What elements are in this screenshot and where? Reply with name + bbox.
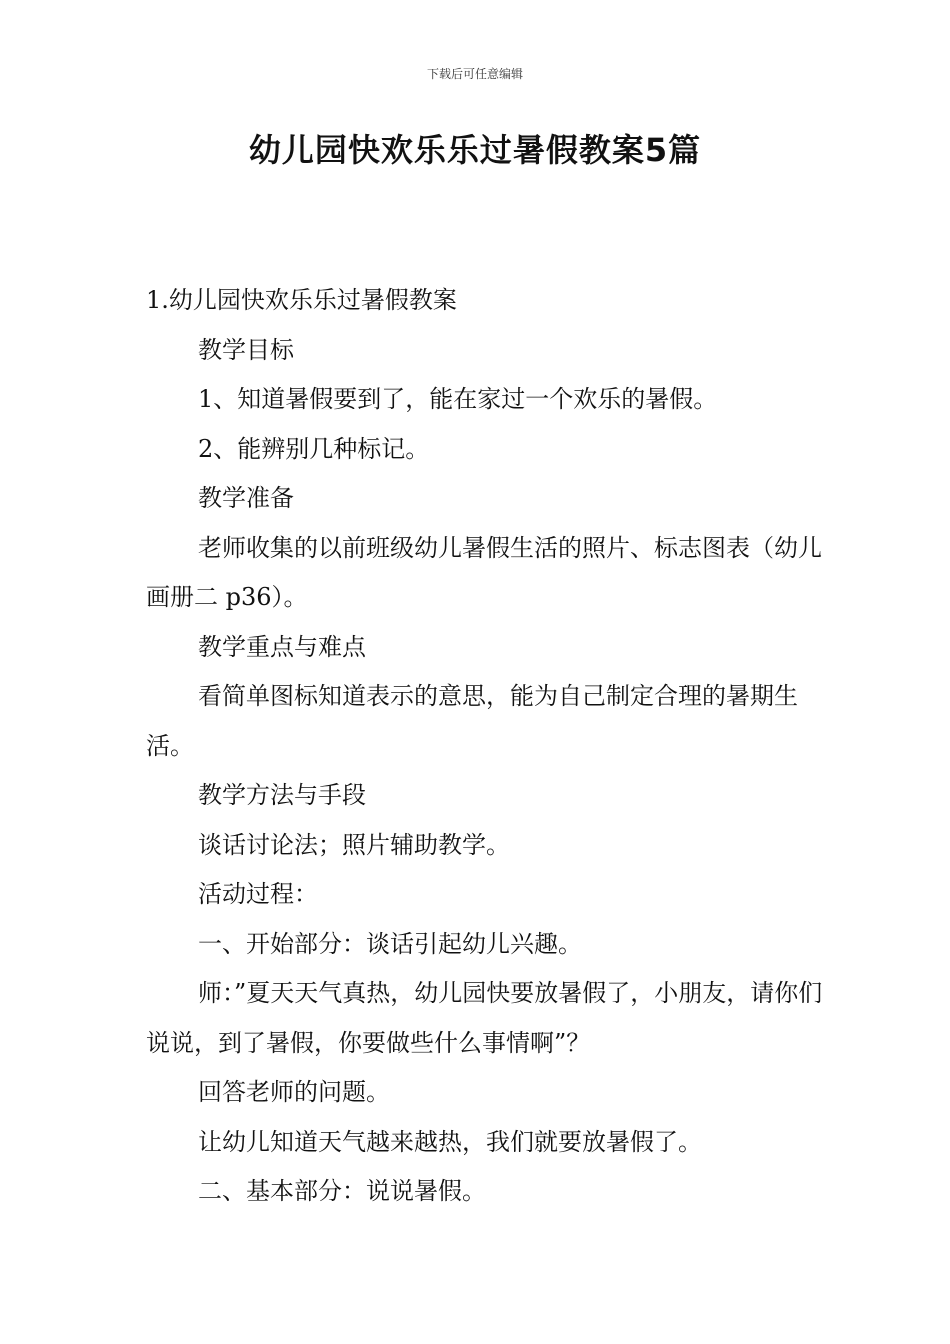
paragraph-preparation-detail: 老师收集的以前班级幼儿暑假生活的照片、标志图表（幼儿画册二 p36）。 (146, 533, 822, 611)
paragraph-goal-1: 1、知道暑假要到了，能在家过一个欢乐的暑假。 (198, 385, 718, 413)
paragraph-methods-detail: 谈话讨论法；照片辅助教学。 (198, 830, 510, 859)
paragraph-teaching-goals: 教学目标 (198, 335, 294, 364)
paragraph-teaching-preparation: 教学准备 (198, 484, 294, 512)
paragraph-answer: 回答老师的问题。 (198, 1078, 390, 1106)
paragraph-activity-process: 活动过程： (198, 880, 318, 908)
header-note: 下载后可任意编辑 (426, 67, 523, 81)
section-heading: 1.幼儿园快欢乐乐过暑假教案 (146, 286, 457, 314)
paragraph-key-points-detail: 看简单图标知道表示的意思，能为自己制定合理的暑期生活。 (146, 682, 798, 760)
paragraph-key-points: 教学重点与难点 (198, 632, 366, 661)
paragraph-goal-2: 2、能辨别几种标记。 (198, 434, 430, 463)
paragraph-teacher-question: 师：”夏天天气真热，幼儿园快要放暑假了，小朋友，请你们说说，到了暑假，你要做些什么事情啊”？ (146, 979, 823, 1057)
paragraph-part-one: 一、开始部分：谈话引起幼儿兴趣。 (198, 929, 582, 958)
paragraph-teaching-methods: 教学方法与手段 (198, 781, 366, 809)
paragraph-summer-coming: 让幼儿知道天气越来越热，我们就要放暑假了。 (198, 1127, 702, 1156)
document-body (146, 276, 826, 1217)
document-title: 幼儿园快欢乐乐过暑假教案5篇 (248, 131, 702, 169)
paragraph-part-two: 二、基本部分：说说暑假。 (198, 1177, 486, 1205)
